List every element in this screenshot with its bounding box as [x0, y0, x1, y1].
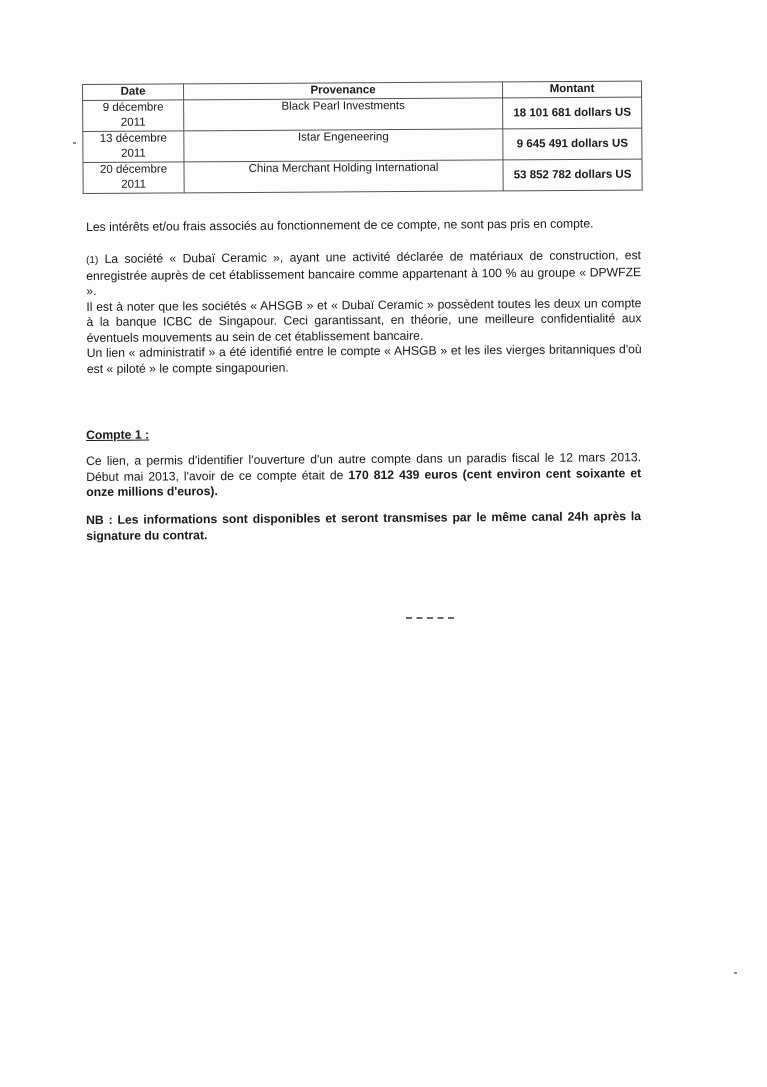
- cell-date: 13 décembre 2011: [83, 131, 184, 163]
- nb-note: NB : Les informations sont disponibles et seront transmises par le même canal 24h après la signature du contrat.: [86, 509, 642, 543]
- cell-montant: 53 852 782 dollars US: [503, 159, 642, 191]
- cell-provenance: Istar Engeneering: [184, 129, 503, 162]
- table-row: [83, 128, 642, 162]
- footnote-marker: (1): [86, 254, 99, 266]
- transfers-table: [82, 81, 643, 194]
- header-provenance: Provenance: [184, 82, 503, 100]
- scan-speck: [73, 142, 76, 144]
- section-heading: Compte 1 :: [86, 427, 150, 442]
- scan-speck: [734, 972, 737, 974]
- cell-provenance: China Merchant Holding International: [184, 160, 503, 193]
- cell-date: 9 décembre 2011: [83, 100, 184, 132]
- cell-date: 20 décembre 2011: [83, 162, 184, 194]
- table-row: [83, 159, 642, 193]
- account-paragraph: Ce lien, a permis d'identifier l'ouverture d'un autre compte dans un paradis fiscal le 12 mars 2013. Début mai 2013, l'avoir de ce compte était de 170 812 439 euros (cent environ cent soixante et onze millions d'euros).: [86, 450, 642, 499]
- table-row: [83, 97, 642, 131]
- company-note: (1) La société « Dubaï Ceramic », ayant une activité déclarée de matériaux de construction, est enregistrée auprès de cet établissement bancaire comme appartenant à 100 % au groupe « DPWFZE ». Il est à noter que les sociétés « AHSGB » et « Dubaï Ceramic » possèdent toutes les deux un compte à la banque ICBC de Singapour. Ceci garantissant, en théorie, une meilleure confidentialité aux éventuels mouvements au sein de cet établissement bancaire. Un lien « administratif » a été identifié entre le compte « AHSGB » et les iles vierges britanniques d'où est « piloté » le compte singapourien.: [86, 248, 642, 376]
- cell-provenance: Black Pearl Investments: [184, 98, 503, 131]
- separator-line: [406, 617, 454, 619]
- header-date: Date: [83, 84, 184, 101]
- cell-montant: 18 101 681 dollars US: [503, 97, 642, 129]
- cell-montant: 9 645 491 dollars US: [503, 128, 642, 160]
- interest-note: Les intérêts et/ou frais associés au fonctionnement de ce compte, ne sont pas pris en compte.: [86, 216, 594, 234]
- header-montant: Montant: [502, 81, 641, 98]
- account-amount: 170 812 439 euros (cent environ cent soixante et onze millions d'euros).: [86, 465, 642, 499]
